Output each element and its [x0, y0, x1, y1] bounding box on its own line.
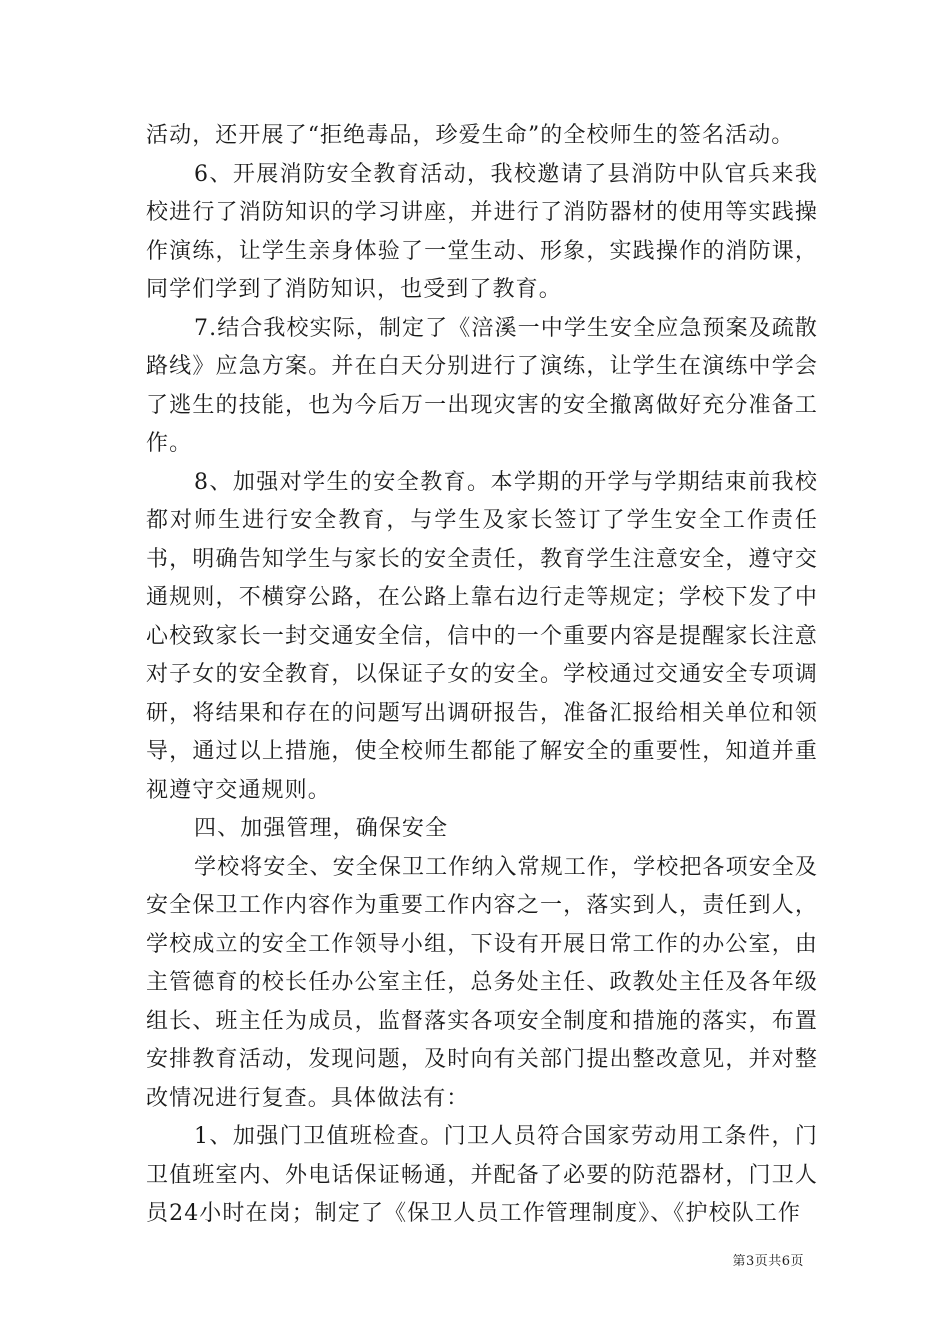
paragraph-1: 活动，还开展了“拒绝毒品，珍爱生命”的全校师生的签名活动。	[146, 123, 795, 148]
section-heading: 四、加强管理，确保安全	[194, 816, 449, 841]
paragraph-4: 8、加强对学生的安全教育。本学期的开学与学期结束前我校都对师生进行安全教育，与学生及家长签订了学生安全工作责任书，明确告知学生与家长的安全责任，教育学生注意安全，遵守交通规则，不横穿公路，在公路上靠右边行走等规定；学校下发了中心校致家长一封交通安全信，信中的一个重要内容是提醒家长注意对子女的安全教育，以保证子女的安全。学校通过交通安全专项调研，将结果和存在的问题写出调研报告，准备汇报给相关单位和领导，通过以上措施，使全校师生都能了解安全的重要性，知道并重视遵守交通规则。	[146, 469, 818, 803]
document-body	[146, 117, 818, 1234]
paragraph-2: 6、开展消防安全教育活动，我校邀请了县消防中队官兵来我校进行了消防知识的学习讲座，并进行了消防器材的使用等实践操作演练，让学生亲身体验了一堂生动、形象，实践操作的消防课，同学们学到了消防知识，也受到了教育。	[146, 161, 818, 302]
paragraph-5: 学校将安全、安全保卫工作纳入常规工作，学校把各项安全及安全保卫工作内容作为重要工作内容之一，落实到人，责任到人，学校成立的安全工作领导小组，下设有开展日常工作的办公室，由主管德育的校长任办公室主任，总务处主任、政教处主任及各年级组长、班主任为成员，监督落实各项安全制度和措施的落实，布置安排教育活动，发现问题，及时向有关部门提出整改意见，并对整改情况进行复查。具体做法有：	[146, 854, 818, 1111]
paragraph-6: 1、加强门卫值班检查。门卫人员符合国家劳动用工条件，门卫值班室内、外电话保证畅通，并配备了必要的防范器材，门卫人员24小时在岗；制定了《保卫人员工作管理制度》、《护校队工作	[146, 1124, 818, 1226]
paragraph-3: 7.结合我校实际，制定了《涪溪一中学生安全应急预案及疏散路线》应急方案。并在白天分别进行了演练，让学生在演练中学会了逃生的技能，也为今后万一出现灾害的安全撤离做好充分准备工作。	[146, 315, 818, 456]
page-number: 第3页共6页	[732, 1254, 804, 1269]
